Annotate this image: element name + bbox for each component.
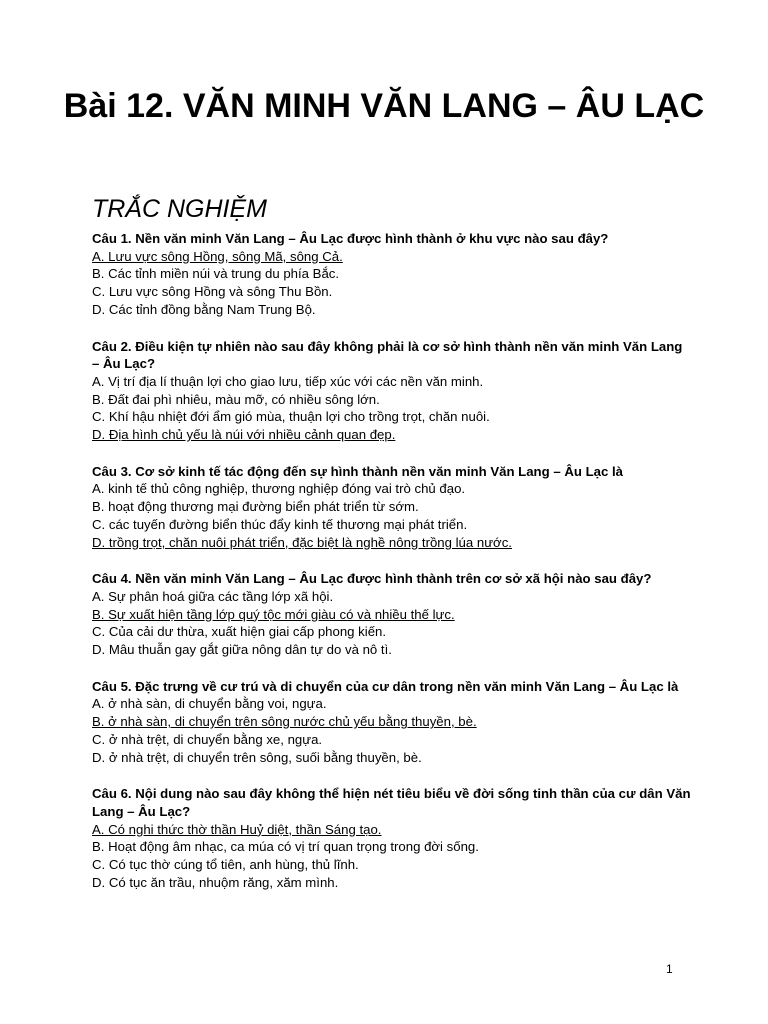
question-3 (92, 463, 692, 552)
option-d (92, 534, 692, 552)
option-text: D. trồng trọt, chăn nuôi phát triển, đặc biệt là nghề nông trồng lúa nước. (92, 534, 512, 550)
question-text: Câu 2. Điều kiện tự nhiên nào sau đây không phải là cơ sở hình thành nền văn minh Văn Lang – Âu Lạc? (92, 338, 683, 372)
option-text: C. các tuyến đường biển thúc đẩy kinh tế thương mại phát triển. (92, 516, 468, 532)
option-d (92, 301, 692, 319)
option-c (92, 283, 692, 301)
option-d (92, 641, 692, 659)
option-a (92, 588, 692, 606)
option-a (92, 480, 692, 498)
option-d (92, 749, 692, 767)
option-text: B. ở nhà sàn, di chuyển trên sông nước chủ yếu bằng thuyền, bè. (92, 714, 477, 730)
option-b (92, 498, 692, 516)
option-text: B. hoạt động thương mại đường biển phát triển từ sớm. (92, 499, 419, 515)
option-text: C. Khí hậu nhiệt đới ẩm gió mùa, thuận lợi cho trồng trọt, chăn nuôi. (92, 409, 490, 425)
option-c (92, 408, 692, 426)
option-c (92, 623, 692, 641)
question-1 (92, 230, 692, 319)
question-5 (92, 678, 692, 767)
page-number: 1 (666, 962, 673, 976)
option-text: A. ở nhà sàn, di chuyển bằng voi, ngựa. (92, 696, 327, 712)
option-b (92, 391, 692, 409)
option-a (92, 248, 692, 266)
option-b (92, 713, 692, 731)
option-text: A. Vị trí địa lí thuận lợi cho giao lưu, tiếp xúc với các nền văn minh. (92, 373, 484, 389)
option-text: A. Có nghi thức thờ thần Huỷ diệt, thần Sáng tạo. (92, 821, 382, 837)
option-text: D. ở nhà trệt, di chuyển trên sông, suối bằng thuyền, bè. (92, 749, 422, 765)
option-text: C. Lưu vực sông Hồng và sông Thu Bồn. (92, 284, 333, 300)
page-title: Bài 12. VĂN MINH VĂN LANG – ÂU LẠC (63, 87, 705, 125)
question-text: Câu 1. Nền văn minh Văn Lang – Âu Lạc được hình thành ở khu vực nào sau đây? (92, 231, 609, 246)
section-heading: TRẮC NGHIỆM (92, 195, 267, 223)
option-b (92, 265, 692, 283)
option-text: B. Các tỉnh miền núi và trung du phía Bắc. (92, 266, 340, 282)
option-b (92, 606, 692, 624)
option-text: D. Có tục ăn trầu, nhuộm răng, xăm mình. (92, 874, 339, 890)
question-text: Câu 6. Nội dung nào sau đây không thể hiện nét tiêu biểu về đời sống tinh thần của cư dân Văn Lang – Âu Lạc? (92, 786, 691, 819)
option-b (92, 838, 692, 856)
option-text: C. Có tục thờ cúng tổ tiên, anh hùng, thủ lĩnh. (92, 857, 359, 873)
option-text: D. Các tỉnh đồng bằng Nam Trung Bộ. (92, 301, 316, 317)
question-text: Câu 5. Đặc trưng về cư trú và di chuyển của cư dân trong nền văn minh Văn Lang – Âu Lạc là (92, 678, 679, 694)
option-text: B. Hoạt động âm nhạc, ca múa có vị trí quan trọng trong đời sống. (92, 839, 479, 855)
option-text: A. Sự phân hoá giữa các tầng lớp xã hội. (92, 588, 334, 604)
option-d (92, 426, 692, 444)
option-text: B. Đất đai phì nhiêu, màu mỡ, có nhiều sông lớn. (92, 391, 380, 407)
question-2 (92, 338, 692, 444)
option-a (92, 821, 692, 839)
option-c (92, 856, 692, 874)
option-text: A. kinh tế thủ công nghiệp, thương nghiệp đóng vai trò chủ đạo. (92, 481, 466, 497)
question-text: Câu 3. Cơ sở kinh tế tác động đến sự hình thành nền văn minh Văn Lang – Âu Lạc là (92, 463, 623, 479)
option-text: D. Mâu thuẫn gay gắt giữa nông dân tự do và nô tì. (92, 642, 392, 658)
option-d (92, 874, 692, 892)
option-a (92, 695, 692, 713)
option-a (92, 373, 692, 391)
question-list (92, 230, 692, 911)
option-c (92, 731, 692, 749)
question-text: Câu 4. Nền văn minh Văn Lang – Âu Lạc được hình thành trên cơ sở xã hội nào sau đây? (92, 571, 652, 587)
question-6 (92, 785, 692, 891)
option-text: A. Lưu vực sông Hồng, sông Mã, sông Cả. (92, 248, 343, 264)
option-c (92, 516, 692, 534)
question-4 (92, 570, 692, 659)
option-text: D. Địa hình chủ yếu là núi với nhiều cảnh quan đẹp. (92, 427, 396, 443)
option-text: B. Sự xuất hiện tầng lớp quý tộc mới giàu có và nhiều thế lực. (92, 606, 455, 622)
option-text: C. Của cải dư thừa, xuất hiện giai cấp phong kiến. (92, 624, 387, 640)
option-text: C. ở nhà trệt, di chuyển bằng xe, ngựa. (92, 731, 323, 747)
